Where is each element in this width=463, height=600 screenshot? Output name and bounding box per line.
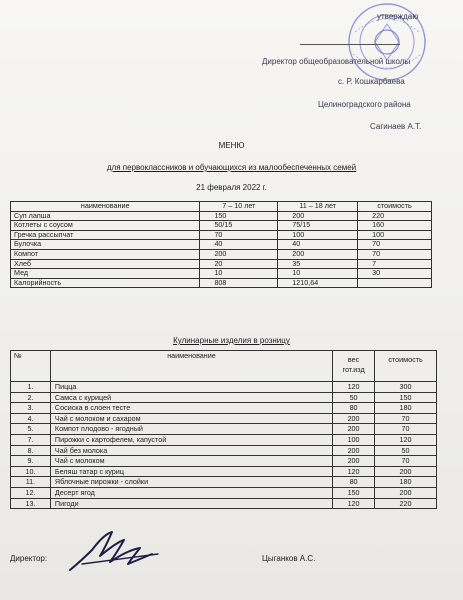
menu-portion-7-10: 20 bbox=[200, 259, 278, 269]
retail-price: 200 bbox=[375, 487, 437, 498]
retail-item-name: Пицца bbox=[50, 382, 332, 393]
retail-price: 300 bbox=[375, 382, 437, 393]
col-number-header: № bbox=[11, 351, 51, 382]
retail-row bbox=[11, 456, 437, 467]
retail-price: 70 bbox=[375, 456, 437, 467]
menu-portion-11-18: 35 bbox=[278, 259, 358, 269]
retail-weight: 200 bbox=[333, 413, 375, 424]
menu-cost: 70 bbox=[358, 240, 432, 250]
retail-weight: 50 bbox=[333, 392, 375, 403]
col-price-header: стоимость bbox=[375, 351, 437, 382]
menu-portion-11-18: 200 bbox=[278, 249, 358, 259]
menu-cost: 70 bbox=[358, 249, 432, 259]
menu-cost: 220 bbox=[358, 211, 432, 221]
retail-item-name: Пигоди bbox=[50, 498, 332, 509]
menu-item-name: Мед bbox=[11, 269, 200, 279]
approve-signature-line bbox=[300, 44, 400, 45]
retail-number: 8. bbox=[11, 445, 51, 456]
menu-row bbox=[11, 269, 432, 279]
col-cost-header: стоимость bbox=[358, 202, 432, 212]
menu-item-name: Котлеты с соусом bbox=[11, 221, 200, 231]
retail-price: 220 bbox=[375, 498, 437, 509]
menu-portion-7-10: 10 bbox=[200, 269, 278, 279]
menu-portion-11-18: 100 bbox=[278, 230, 358, 240]
retail-row bbox=[11, 424, 437, 435]
retail-table bbox=[10, 350, 437, 509]
retail-price: 200 bbox=[375, 466, 437, 477]
menu-portion-7-10: 150 bbox=[200, 211, 278, 221]
document-date: 21 февраля 2022 г. bbox=[196, 183, 267, 192]
retail-weight: 80 bbox=[333, 403, 375, 414]
retail-price: 70 bbox=[375, 413, 437, 424]
district-line: Целиноградского района bbox=[318, 100, 411, 109]
retail-weight: 200 bbox=[333, 424, 375, 435]
retail-item-name: Пирожки с картофелем, капустой bbox=[50, 434, 332, 445]
menu-row bbox=[11, 249, 432, 259]
menu-cost bbox=[358, 278, 432, 288]
approver-name: Сагинаев А.Т. bbox=[370, 122, 422, 131]
retail-weight: 100 bbox=[333, 434, 375, 445]
menu-portion-11-18: 40 bbox=[278, 240, 358, 250]
menu-table bbox=[10, 201, 432, 288]
retail-item-name: Чай без молока bbox=[50, 445, 332, 456]
retail-item-name: Сосиска в слоен тесте bbox=[50, 403, 332, 414]
menu-item-name: Булочка bbox=[11, 240, 200, 250]
menu-portion-7-10: 50/15 bbox=[200, 221, 278, 231]
menu-item-name: Калорийность bbox=[11, 278, 200, 288]
retail-number: 1. bbox=[11, 382, 51, 393]
retail-row bbox=[11, 466, 437, 477]
menu-item-name: Суп лапша bbox=[11, 211, 200, 221]
menu-cost: 160 bbox=[358, 221, 432, 231]
col-weight-header: вес гот.изд bbox=[333, 351, 375, 382]
director-name: Цыганков А.С. bbox=[262, 554, 316, 563]
village-line: с. Р. Кошкарбаева bbox=[338, 77, 405, 86]
retail-weight: 80 bbox=[333, 477, 375, 488]
menu-row bbox=[11, 221, 432, 231]
retail-item-name: Яблочные пирожки - слойки bbox=[50, 477, 332, 488]
menu-portion-11-18: 10 bbox=[278, 269, 358, 279]
retail-number: 5. bbox=[11, 424, 51, 435]
retail-number: 9. bbox=[11, 456, 51, 467]
retail-weight: 120 bbox=[333, 466, 375, 477]
menu-table-header bbox=[11, 202, 432, 212]
retail-number: 11. bbox=[11, 477, 51, 488]
retail-price: 70 bbox=[375, 424, 437, 435]
retail-weight: 200 bbox=[333, 456, 375, 467]
menu-portion-7-10: 40 bbox=[200, 240, 278, 250]
menu-portion-7-10: 200 bbox=[200, 249, 278, 259]
col-item-header: наименование bbox=[50, 351, 332, 382]
col-name-header: наименование bbox=[11, 202, 200, 212]
approve-label: утверждаю bbox=[377, 12, 419, 21]
director-signature bbox=[62, 520, 172, 580]
document-title: МЕНЮ bbox=[218, 141, 245, 150]
retail-price: 120 bbox=[375, 434, 437, 445]
retail-weight: 200 bbox=[333, 445, 375, 456]
retail-row bbox=[11, 413, 437, 424]
menu-portion-7-10: 808 bbox=[200, 278, 278, 288]
retail-weight: 120 bbox=[333, 382, 375, 393]
retail-number: 7. bbox=[11, 434, 51, 445]
retail-number: 12. bbox=[11, 487, 51, 498]
col-age-11-18-header: 11 – 18 лет bbox=[278, 202, 358, 212]
retail-price: 180 bbox=[375, 403, 437, 414]
retail-weight: 150 bbox=[333, 487, 375, 498]
retail-row bbox=[11, 477, 437, 488]
retail-number: 3. bbox=[11, 403, 51, 414]
retail-item-name: Десерт ягод bbox=[50, 487, 332, 498]
retail-row bbox=[11, 498, 437, 509]
menu-item-name: Хлеб bbox=[11, 259, 200, 269]
footer-spacer bbox=[10, 564, 12, 565]
retail-number: 4. bbox=[11, 413, 51, 424]
retail-row bbox=[11, 382, 437, 393]
menu-portion-11-18: 200 bbox=[278, 211, 358, 221]
menu-item-name: Гречка рассыпчат bbox=[11, 230, 200, 240]
retail-item-name: Компот плодово - ягодный bbox=[50, 424, 332, 435]
retail-table-header bbox=[11, 351, 437, 382]
menu-cost: 100 bbox=[358, 230, 432, 240]
retail-price: 180 bbox=[375, 477, 437, 488]
menu-row bbox=[11, 278, 432, 288]
document-subtitle: для первоклассников и обучающихся из малообеспеченных семей bbox=[106, 163, 357, 172]
retail-number: 2. bbox=[11, 392, 51, 403]
menu-cost: 30 bbox=[358, 269, 432, 279]
director-label: Директор: bbox=[10, 554, 48, 563]
menu-portion-7-10: 70 bbox=[200, 230, 278, 240]
col-age-7-10-header: 7 – 10 лет bbox=[200, 202, 278, 212]
retail-number: 10. bbox=[11, 466, 51, 477]
retail-title: Кулинарные изделия в розницу bbox=[173, 336, 290, 345]
menu-portion-11-18: 1210,64 bbox=[278, 278, 358, 288]
menu-portion-11-18: 75/15 bbox=[278, 221, 358, 231]
retail-price: 50 bbox=[375, 445, 437, 456]
retail-price: 150 bbox=[375, 392, 437, 403]
retail-item-name: Самса с курицей bbox=[50, 392, 332, 403]
retail-item-name: Беляш татар с куриц bbox=[50, 466, 332, 477]
retail-weight: 120 bbox=[333, 498, 375, 509]
menu-item-name: Компот bbox=[11, 249, 200, 259]
retail-number: 13. bbox=[11, 498, 51, 509]
retail-row bbox=[11, 445, 437, 456]
menu-cost: 7 bbox=[358, 259, 432, 269]
director-school-line: Директор общеобразовательной школы bbox=[262, 57, 411, 66]
retail-row bbox=[11, 487, 437, 498]
retail-row bbox=[11, 434, 437, 445]
retail-item-name: Чай с молоком и сахаром bbox=[50, 413, 332, 424]
retail-row bbox=[11, 392, 437, 403]
retail-row bbox=[11, 403, 437, 414]
retail-item-name: Чай с молоком bbox=[50, 456, 332, 467]
